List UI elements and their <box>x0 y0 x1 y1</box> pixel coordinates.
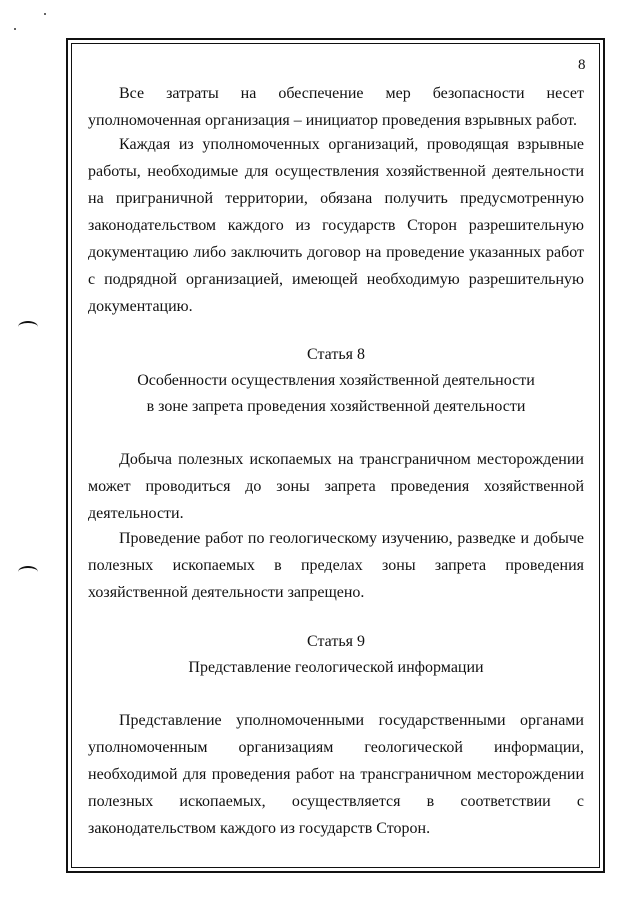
paragraph: Добыча полезных ископаемых на трансграничном месторождении может проводиться до зоны запрета проведения хозяйственной деятельности. <box>88 451 584 522</box>
paragraph: Представление уполномоченными государственными органами уполномоченным организациям геологической информации, необходимой для проведения работ на трансграничном месторождении полезных ископаемых, осуществляется в соответствии с законодательством каждого из государств Сторон. <box>88 712 584 837</box>
article-8-title-line-1: Особенности осуществления хозяйственной деятельности <box>137 372 535 389</box>
punch-hole-mark <box>18 321 38 333</box>
scan-speck <box>14 28 16 30</box>
article-8-title-line-2: в зоне запрета проведения хозяйственной деятельности <box>146 398 526 415</box>
scan-speck <box>44 13 46 15</box>
page-number: 8 <box>578 57 586 73</box>
article-8-number: Статья 8 <box>307 346 365 363</box>
paragraph: Все затраты на обеспечение мер безопасности несет уполномоченная организация – инициатор проведения взрывных работ. <box>88 85 584 129</box>
article-9-title: Представление геологической информации <box>188 659 484 676</box>
paragraph: Каждая из уполномоченных организаций, проводящая взрывные работы, необходимые для осуществления хозяйственной деятельности на приграничной территории, обязана получить предусмотренную законодательством каждого из государств Сторон разрешительную документацию либо заключить договор на проведение указанных работ с подрядной организацией, имеющей необходимую разрешительную документацию. <box>88 136 584 315</box>
article-9-number: Статья 9 <box>307 633 365 650</box>
paragraph: Проведение работ по геологическому изучению, разведке и добыче полезных ископаемых в пределах зоны запрета проведения хозяйственной деятельности запрещено. <box>88 530 584 601</box>
punch-hole-mark <box>18 566 38 578</box>
